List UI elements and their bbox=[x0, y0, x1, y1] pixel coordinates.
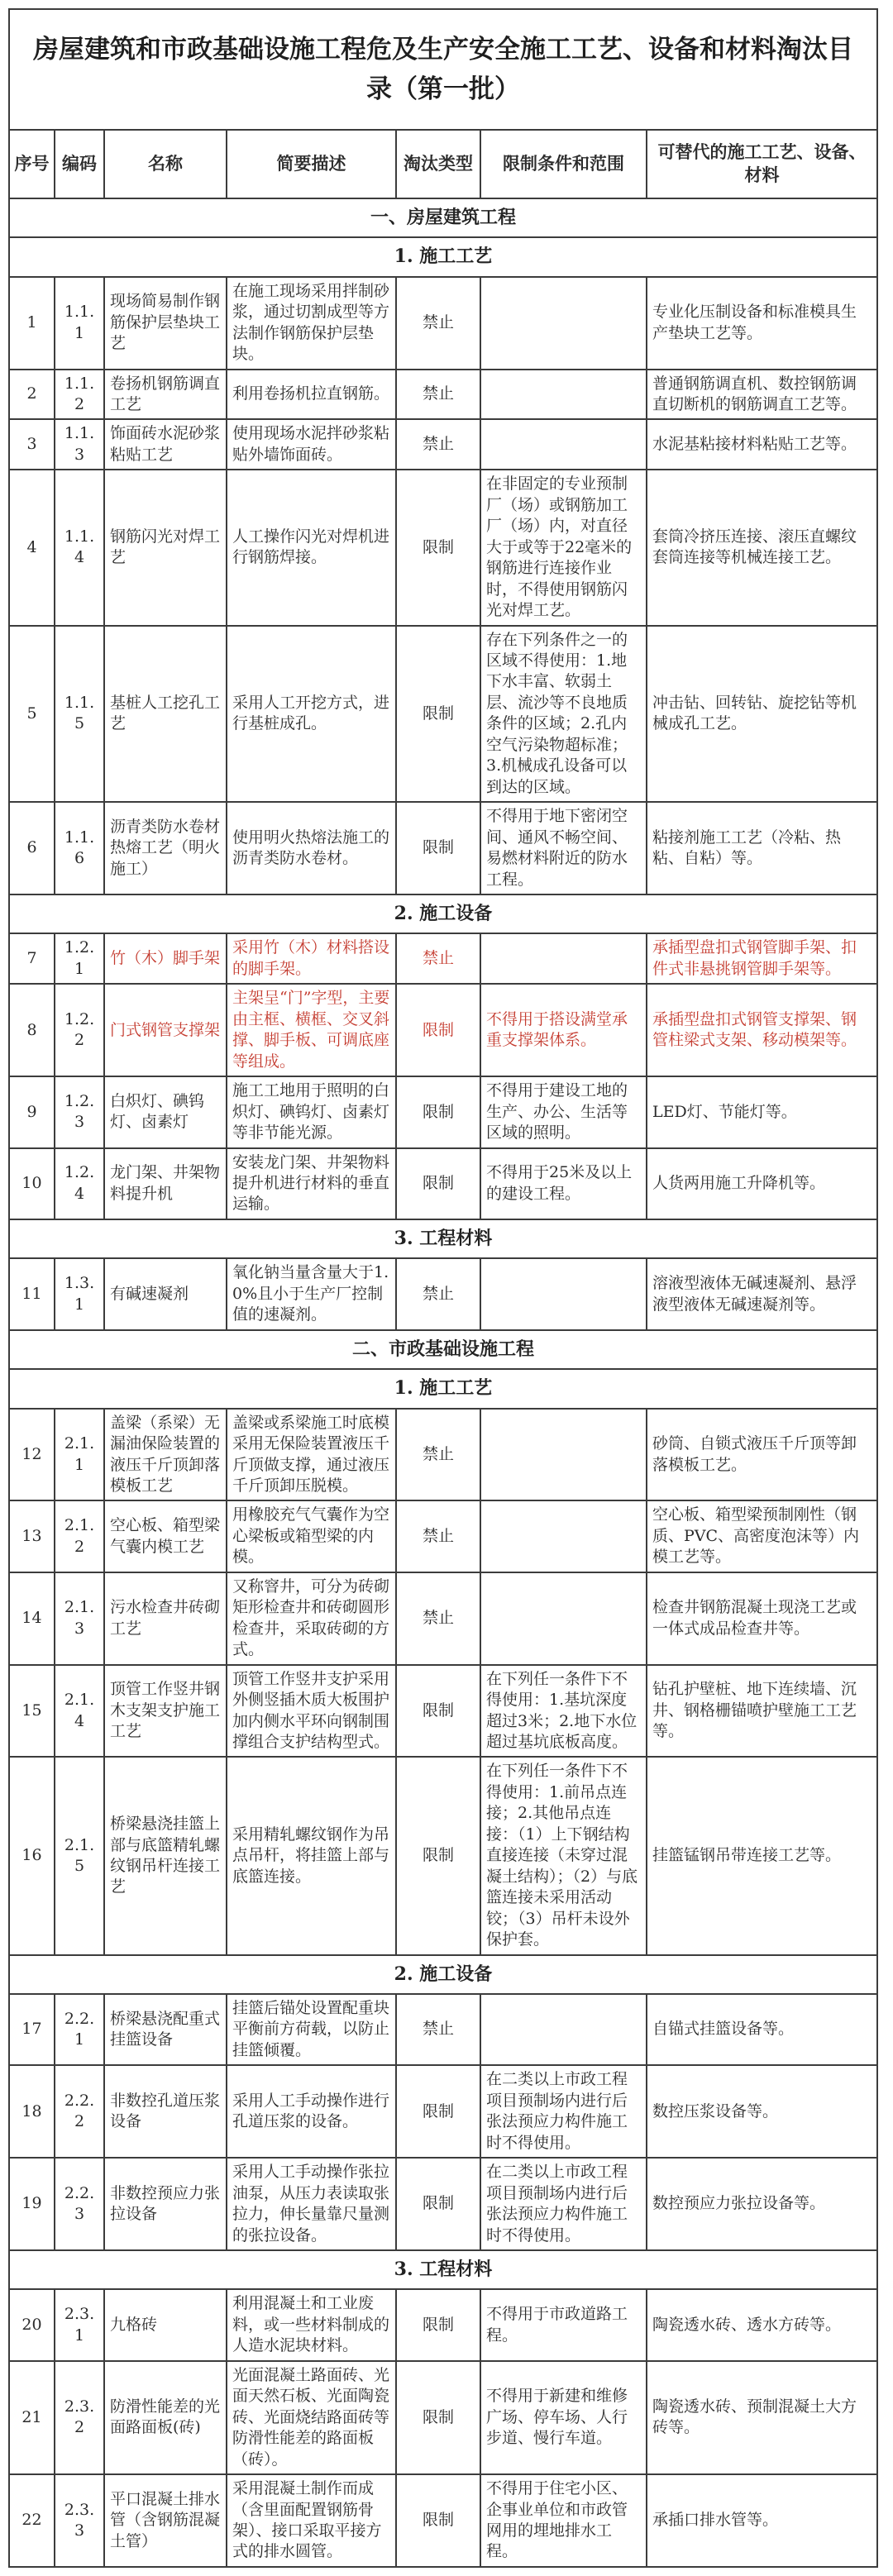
cell-desc: 安装龙门架、井架物料提升机进行材料的垂直运输。 bbox=[227, 1148, 396, 1219]
cell-code: 1.1.1 bbox=[55, 277, 104, 370]
section-row bbox=[9, 237, 877, 276]
table-row bbox=[9, 1148, 877, 1219]
cell-no: 9 bbox=[9, 1076, 55, 1147]
cell-name: 卷扬机钢筋调直工艺 bbox=[104, 370, 227, 420]
cell-no: 21 bbox=[9, 2361, 55, 2474]
cell-alternative: 粘接剂施工工艺（冷粘、热粘、自粘）等。 bbox=[647, 802, 877, 894]
cell-restriction: 不得用于搭设满堂承重支撑架体系。 bbox=[480, 984, 647, 1076]
cell-name: 竹（木）脚手架 bbox=[104, 933, 227, 984]
cell-name: 现场简易制作钢筋保护层垫块工艺 bbox=[104, 277, 227, 370]
cell-alternative: 人货两用施工升降机等。 bbox=[647, 1148, 877, 1219]
section-label: 二、市政基础设施工程 bbox=[9, 1330, 877, 1369]
cell-code: 1.2.4 bbox=[55, 1148, 104, 1219]
cell-code: 1.2.2 bbox=[55, 984, 104, 1076]
cell-no: 13 bbox=[9, 1500, 55, 1572]
cell-type: 禁止 bbox=[396, 1572, 480, 1665]
cell-code: 2.1.3 bbox=[55, 1572, 104, 1665]
cell-alternative: 溶液型液体无碱速凝剂、悬浮液型液体无碱速凝剂等。 bbox=[647, 1258, 877, 1329]
cell-alternative: 数控预应力张拉设备等。 bbox=[647, 2158, 877, 2250]
cell-type: 限制 bbox=[396, 802, 480, 894]
table-row bbox=[9, 2361, 877, 2474]
cell-code: 2.1.2 bbox=[55, 1500, 104, 1572]
cell-desc: 采用混凝土制作而成（含里面配置钢筋骨架）、接口采取平接方式的排水圆管。 bbox=[227, 2474, 396, 2567]
cell-name: 非数控孔道压浆设备 bbox=[104, 2065, 227, 2158]
section-row bbox=[9, 2250, 877, 2289]
cell-type: 限制 bbox=[396, 2065, 480, 2158]
cell-type: 禁止 bbox=[396, 419, 480, 470]
cell-desc: 利用卷扬机拉直钢筋。 bbox=[227, 370, 396, 420]
title-row bbox=[9, 9, 877, 130]
cell-type: 禁止 bbox=[396, 1258, 480, 1329]
section-label: 3. 工程材料 bbox=[9, 2250, 877, 2289]
cell-restriction bbox=[480, 1572, 647, 1665]
cell-code: 2.2.3 bbox=[55, 2158, 104, 2250]
cell-alternative: 空心板、箱型梁预制刚性（钢质、PVC、高密度泡沫等）内模工艺等。 bbox=[647, 1500, 877, 1572]
column-header-name: 名称 bbox=[104, 130, 227, 198]
cell-code: 1.3.1 bbox=[55, 1258, 104, 1329]
cell-name: 钢筋闪光对焊工艺 bbox=[104, 470, 227, 625]
cell-code: 1.2.1 bbox=[55, 933, 104, 984]
cell-restriction: 在下列任一条件下不得使用：1.前吊点连接；2.其他吊点连接：（1）上下钢结构直接连接（未穿过混凝土结构）；（2）与底篮连接未采用活动铰；（3）吊杆未设外保护套。 bbox=[480, 1757, 647, 1954]
cell-restriction bbox=[480, 933, 647, 984]
cell-desc: 采用竹（木）材料搭设的脚手架。 bbox=[227, 933, 396, 984]
table-row bbox=[9, 1665, 877, 1758]
cell-name: 桥梁悬浇挂篮上部与底篮精轧螺纹钢吊杆连接工艺 bbox=[104, 1757, 227, 1954]
cell-restriction bbox=[480, 1258, 647, 1329]
cell-desc: 又称窨井，可分为砖砌矩形检查井和砖砌圆形检查井，采取砖砌的方式。 bbox=[227, 1572, 396, 1665]
cell-alternative: 冲击钻、回转钻、旋挖钻等机械成孔工艺。 bbox=[647, 626, 877, 803]
table-row bbox=[9, 1076, 877, 1147]
cell-type: 禁止 bbox=[396, 277, 480, 370]
cell-desc: 在施工现场采用拌制砂浆，通过切割成型等方法制作钢筋保护层垫块。 bbox=[227, 277, 396, 370]
table-row bbox=[9, 933, 877, 984]
table-row bbox=[9, 2474, 877, 2567]
cell-code: 2.1.5 bbox=[55, 1757, 104, 1954]
cell-restriction bbox=[480, 1409, 647, 1501]
section-label: 1. 施工工艺 bbox=[9, 1369, 877, 1408]
cell-type: 限制 bbox=[396, 2289, 480, 2360]
cell-alternative: 陶瓷透水砖、预制混凝土大方砖等。 bbox=[647, 2361, 877, 2474]
cell-desc: 采用人工手动操作张拉油泵，从压力表读取张拉力，伸长量靠尺量测的张拉设备。 bbox=[227, 2158, 396, 2250]
table-row bbox=[9, 802, 877, 894]
cell-restriction: 不得用于25米及以上的建设工程。 bbox=[480, 1148, 647, 1219]
cell-type: 限制 bbox=[396, 2474, 480, 2567]
cell-no: 20 bbox=[9, 2289, 55, 2360]
cell-alternative: 陶瓷透水砖、透水方砖等。 bbox=[647, 2289, 877, 2360]
cell-no: 6 bbox=[9, 802, 55, 894]
cell-no: 18 bbox=[9, 2065, 55, 2158]
cell-code: 2.2.1 bbox=[55, 1994, 104, 2065]
cell-no: 22 bbox=[9, 2474, 55, 2567]
cell-name: 沥青类防水卷材热熔工艺（明火施工） bbox=[104, 802, 227, 894]
table-row bbox=[9, 1994, 877, 2065]
cell-alternative: 检查井钢筋混凝土现浇工艺或一体式成品检查井等。 bbox=[647, 1572, 877, 1665]
section-label: 一、房屋建筑工程 bbox=[9, 198, 877, 237]
table-body bbox=[9, 198, 877, 2567]
column-header-alternative: 可替代的施工工艺、设备、材料 bbox=[647, 130, 877, 198]
cell-no: 16 bbox=[9, 1757, 55, 1954]
cell-type: 限制 bbox=[396, 1757, 480, 1954]
cell-name: 顶管工作竖井钢木支架支护施工工艺 bbox=[104, 1665, 227, 1758]
cell-desc: 施工工地用于照明的白炽灯、碘钨灯、卤素灯等非节能光源。 bbox=[227, 1076, 396, 1147]
cell-desc: 用橡胶充气气囊作为空心梁板或箱型梁的内模。 bbox=[227, 1500, 396, 1572]
cell-restriction bbox=[480, 419, 647, 470]
table-row bbox=[9, 1258, 877, 1329]
cell-no: 2 bbox=[9, 370, 55, 420]
cell-desc: 采用人工开挖方式，进行基桩成孔。 bbox=[227, 626, 396, 803]
cell-alternative: 承插型盘扣式钢管脚手架、扣件式非悬挑钢管脚手架等。 bbox=[647, 933, 877, 984]
cell-name: 污水检查井砖砌工艺 bbox=[104, 1572, 227, 1665]
table-row bbox=[9, 2065, 877, 2158]
cell-type: 限制 bbox=[396, 1076, 480, 1147]
cell-name: 空心板、箱型梁气囊内模工艺 bbox=[104, 1500, 227, 1572]
cell-desc: 采用人工手动操作进行孔道压浆的设备。 bbox=[227, 2065, 396, 2158]
cell-restriction: 不得用于新建和维修广场、停车场、人行步道、慢行车道。 bbox=[480, 2361, 647, 2474]
cell-name: 防滑性能差的光面路面板(砖) bbox=[104, 2361, 227, 2474]
cell-name: 平口混凝土排水管（含钢筋混凝土管） bbox=[104, 2474, 227, 2567]
cell-no: 7 bbox=[9, 933, 55, 984]
cell-desc: 使用现场水泥拌砂浆粘贴外墙饰面砖。 bbox=[227, 419, 396, 470]
column-header-type: 淘汰类型 bbox=[396, 130, 480, 198]
cell-type: 限制 bbox=[396, 1665, 480, 1758]
elimination-catalog-table bbox=[8, 8, 878, 2568]
cell-desc: 顶管工作竖井支护采用外侧竖插木质大板围护加内侧水平环向钢制围撑组合支护结构型式。 bbox=[227, 1665, 396, 1758]
cell-alternative: 钻孔护壁桩、地下连续墙、沉井、钢格栅锚喷护壁施工工艺等。 bbox=[647, 1665, 877, 1758]
cell-name: 门式钢管支撑架 bbox=[104, 984, 227, 1076]
cell-alternative: 水泥基粘接材料粘贴工艺等。 bbox=[647, 419, 877, 470]
section-label: 3. 工程材料 bbox=[9, 1219, 877, 1258]
section-row bbox=[9, 1955, 877, 1994]
cell-alternative: 自锚式挂篮设备等。 bbox=[647, 1994, 877, 2065]
cell-alternative: 专业化压制设备和标准模具生产垫块工艺等。 bbox=[647, 277, 877, 370]
cell-type: 禁止 bbox=[396, 933, 480, 984]
cell-code: 1.1.2 bbox=[55, 370, 104, 420]
cell-alternative: 挂篮锰钢吊带连接工艺等。 bbox=[647, 1757, 877, 1954]
cell-type: 限制 bbox=[396, 470, 480, 625]
table-row bbox=[9, 984, 877, 1076]
cell-type: 禁止 bbox=[396, 370, 480, 420]
cell-type: 限制 bbox=[396, 626, 480, 803]
cell-alternative: 砂筒、自锁式液压千斤顶等卸落模板工艺。 bbox=[647, 1409, 877, 1501]
cell-restriction: 存在下列条件之一的区域不得使用：1.地下水丰富、软弱土层、流沙等不良地质条件的区域；2.孔内空气污染物超标准；3.机械成孔设备可以到达的区域。 bbox=[480, 626, 647, 803]
table-row bbox=[9, 470, 877, 625]
cell-name: 龙门架、井架物料提升机 bbox=[104, 1148, 227, 1219]
cell-no: 3 bbox=[9, 419, 55, 470]
cell-no: 4 bbox=[9, 470, 55, 625]
cell-desc: 主架呈“门”字型，主要由主框、横框、交叉斜撑、脚手板、可调底座等组成。 bbox=[227, 984, 396, 1076]
cell-restriction: 在下列任一条件下不得使用：1.基坑深度超过3米；2.地下水位超过基坑底板高度。 bbox=[480, 1665, 647, 1758]
cell-code: 2.3.2 bbox=[55, 2361, 104, 2474]
cell-name: 九格砖 bbox=[104, 2289, 227, 2360]
cell-restriction bbox=[480, 1500, 647, 1572]
cell-type: 限制 bbox=[396, 984, 480, 1076]
cell-desc: 人工操作闪光对焊机进行钢筋焊接。 bbox=[227, 470, 396, 625]
section-row bbox=[9, 894, 877, 933]
page-title: 房屋建筑和市政基础设施工程危及生产安全施工工艺、设备和材料淘汰目录（第一批） bbox=[9, 9, 877, 130]
table-row bbox=[9, 2158, 877, 2250]
cell-name: 白炽灯、碘钨灯、卤素灯 bbox=[104, 1076, 227, 1147]
cell-restriction: 在二类以上市政工程项目预制场内进行后张法预应力构件施工时不得使用。 bbox=[480, 2158, 647, 2250]
cell-alternative: 承插型盘扣式钢管支撑架、钢管柱梁式支架、移动模架等。 bbox=[647, 984, 877, 1076]
cell-no: 10 bbox=[9, 1148, 55, 1219]
cell-type: 禁止 bbox=[396, 1994, 480, 2065]
table-row bbox=[9, 1572, 877, 1665]
cell-restriction bbox=[480, 1994, 647, 2065]
section-row bbox=[9, 1219, 877, 1258]
cell-alternative: 套筒冷挤压连接、滚压直螺纹套筒连接等机械连接工艺。 bbox=[647, 470, 877, 625]
cell-restriction: 不得用于市政道路工程。 bbox=[480, 2289, 647, 2360]
cell-no: 11 bbox=[9, 1258, 55, 1329]
cell-no: 5 bbox=[9, 626, 55, 803]
cell-type: 禁止 bbox=[396, 1409, 480, 1501]
cell-code: 1.1.6 bbox=[55, 802, 104, 894]
cell-desc: 使用明火热熔法施工的沥青类防水卷材。 bbox=[227, 802, 396, 894]
cell-desc: 光面混凝土路面砖、光面天然石板、光面陶瓷砖、光面烧结路面砖等防滑性能差的路面板（砖）。 bbox=[227, 2361, 396, 2474]
cell-no: 17 bbox=[9, 1994, 55, 2065]
column-header-no: 序号 bbox=[9, 130, 55, 198]
cell-code: 1.1.4 bbox=[55, 470, 104, 625]
cell-alternative: 承插口排水管等。 bbox=[647, 2474, 877, 2567]
section-row bbox=[9, 1369, 877, 1408]
section-row bbox=[9, 1330, 877, 1369]
cell-desc: 盖梁或系梁施工时底模采用无保险装置液压千斤顶做支撑，通过液压千斤顶卸压脱模。 bbox=[227, 1409, 396, 1501]
cell-no: 14 bbox=[9, 1572, 55, 1665]
cell-desc: 氧化钠当量含量大于1.0%且小于生产厂控制值的速凝剂。 bbox=[227, 1258, 396, 1329]
table-row bbox=[9, 2289, 877, 2360]
cell-no: 8 bbox=[9, 984, 55, 1076]
cell-code: 2.1.1 bbox=[55, 1409, 104, 1501]
cell-restriction: 不得用于建设工地的生产、办公、生活等区域的照明。 bbox=[480, 1076, 647, 1147]
cell-desc: 挂篮后锚处设置配重块平衡前方荷载，以防止挂篮倾覆。 bbox=[227, 1994, 396, 2065]
cell-desc: 采用精轧螺纹钢作为吊点吊杆，将挂篮上部与底篮连接。 bbox=[227, 1757, 396, 1954]
table-row bbox=[9, 1757, 877, 1954]
cell-code: 2.3.1 bbox=[55, 2289, 104, 2360]
cell-type: 禁止 bbox=[396, 1500, 480, 1572]
table-row bbox=[9, 1409, 877, 1501]
table-row bbox=[9, 370, 877, 420]
cell-alternative: 数控压浆设备等。 bbox=[647, 2065, 877, 2158]
cell-type: 限制 bbox=[396, 2361, 480, 2474]
cell-no: 15 bbox=[9, 1665, 55, 1758]
cell-alternative: 普通钢筋调直机、数控钢筋调直切断机的钢筋调直工艺等。 bbox=[647, 370, 877, 420]
section-label: 1. 施工工艺 bbox=[9, 237, 877, 276]
cell-no: 19 bbox=[9, 2158, 55, 2250]
table-row bbox=[9, 419, 877, 470]
table-row bbox=[9, 1500, 877, 1572]
cell-restriction: 在二类以上市政工程项目预制场内进行后张法预应力构件施工时不得使用。 bbox=[480, 2065, 647, 2158]
cell-restriction: 不得用于住宅小区、企事业单位和市政管网用的埋地排水工程。 bbox=[480, 2474, 647, 2567]
column-header-code: 编码 bbox=[55, 130, 104, 198]
cell-name: 有碱速凝剂 bbox=[104, 1258, 227, 1329]
column-header-desc: 简要描述 bbox=[227, 130, 396, 198]
cell-code: 1.1.5 bbox=[55, 626, 104, 803]
cell-name: 桥梁悬浇配重式挂篮设备 bbox=[104, 1994, 227, 2065]
section-label: 2. 施工设备 bbox=[9, 1955, 877, 1994]
cell-alternative: LED灯、节能灯等。 bbox=[647, 1076, 877, 1147]
cell-code: 2.1.4 bbox=[55, 1665, 104, 1758]
table-row bbox=[9, 626, 877, 803]
column-header-row bbox=[9, 130, 877, 198]
cell-restriction bbox=[480, 370, 647, 420]
section-label: 2. 施工设备 bbox=[9, 894, 877, 933]
table-row bbox=[9, 277, 877, 370]
section-row bbox=[9, 198, 877, 237]
cell-code: 2.3.3 bbox=[55, 2474, 104, 2567]
cell-name: 非数控预应力张拉设备 bbox=[104, 2158, 227, 2250]
cell-restriction: 不得用于地下密闭空间、通风不畅空间、易燃材料附近的防水工程。 bbox=[480, 802, 647, 894]
cell-type: 限制 bbox=[396, 1148, 480, 1219]
cell-type: 限制 bbox=[396, 2158, 480, 2250]
cell-name: 饰面砖水泥砂浆粘贴工艺 bbox=[104, 419, 227, 470]
cell-name: 基桩人工挖孔工艺 bbox=[104, 626, 227, 803]
cell-restriction bbox=[480, 277, 647, 370]
cell-code: 1.1.3 bbox=[55, 419, 104, 470]
cell-code: 1.2.3 bbox=[55, 1076, 104, 1147]
cell-name: 盖梁（系梁）无漏油保险装置的液压千斤顶卸落模板工艺 bbox=[104, 1409, 227, 1501]
cell-no: 1 bbox=[9, 277, 55, 370]
cell-no: 12 bbox=[9, 1409, 55, 1501]
cell-restriction: 在非固定的专业预制厂（场）或钢筋加工厂（场）内，对直径大于或等于22毫米的钢筋进行连接作业时，不得使用钢筋闪光对焊工艺。 bbox=[480, 470, 647, 625]
cell-code: 2.2.2 bbox=[55, 2065, 104, 2158]
column-header-restriction: 限制条件和范围 bbox=[480, 130, 647, 198]
cell-desc: 利用混凝土和工业废料，或一些材料制成的人造水泥块材料。 bbox=[227, 2289, 396, 2360]
